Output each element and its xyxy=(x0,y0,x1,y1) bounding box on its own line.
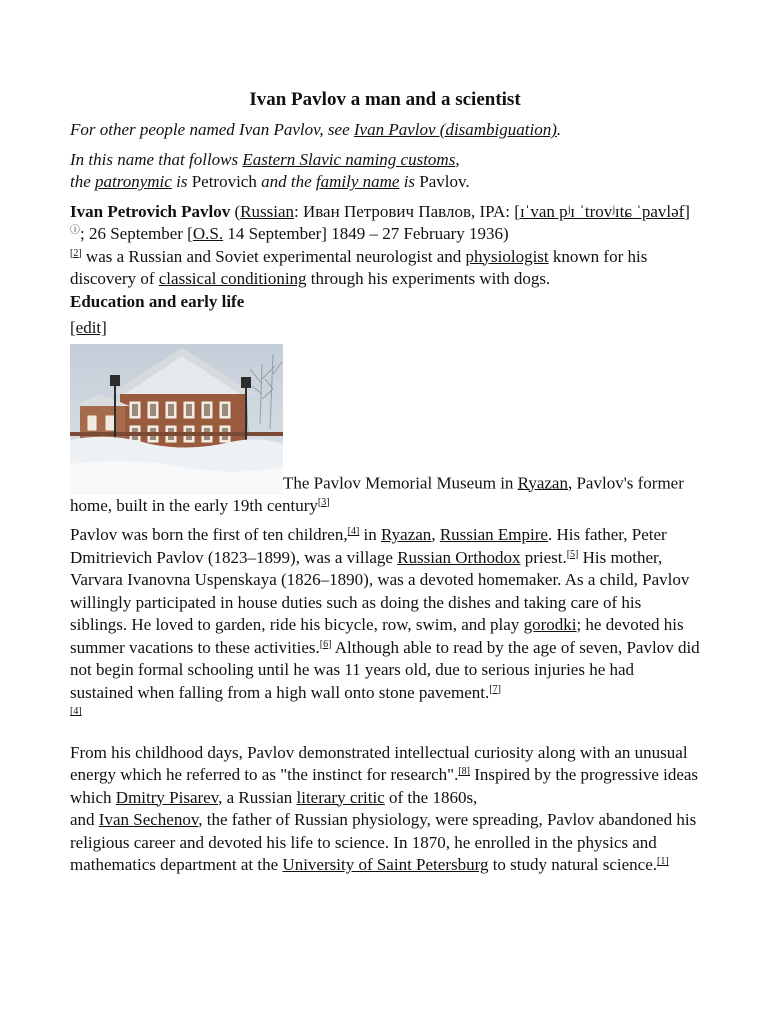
ref-6[interactable]: [6] xyxy=(319,638,332,650)
section-heading: Education and early life xyxy=(70,291,245,311)
link-classical-conditioning[interactable]: classical conditioning xyxy=(158,269,307,288)
ref-1[interactable]: [1] xyxy=(656,856,669,867)
hatnote-disambiguation: For other people named Ivan Pavlov, see Ivan Pavlov (disambiguation). xyxy=(70,120,562,139)
ref-7[interactable]: [7] xyxy=(489,683,501,695)
link-family-name[interactable]: family name xyxy=(315,172,400,191)
ref-3[interactable]: [3] xyxy=(317,496,330,508)
pavlov-museum-photo[interactable] xyxy=(70,344,283,495)
link-university-of-saint-petersburg[interactable]: University of Saint Petersburg xyxy=(282,855,489,874)
link-patronymic[interactable]: patronymic xyxy=(95,172,172,191)
image-with-caption: The Pavlov Memorial Museum in Ryazan, Pavlov's former home, built in the early 19th century[3] xyxy=(70,344,700,518)
link-russian-orthodox[interactable]: Russian Orthodox xyxy=(397,547,521,567)
link-dmitry-pisarev[interactable]: Dmitry Pisarev xyxy=(115,787,219,807)
edit-link-wrap xyxy=(70,317,700,340)
link-ivan-pavlov-disambiguation[interactable]: Ivan Pavlov (disambiguation) xyxy=(353,120,557,139)
hatnote-naming: In this name that follows Eastern Slavic naming customs, the patronymic is Petrovich and the family name is Pavlov. xyxy=(70,149,470,191)
fence xyxy=(70,432,283,436)
link-ryazan-caption[interactable]: Ryazan xyxy=(517,473,568,492)
ref-5[interactable]: [5] xyxy=(566,548,579,560)
link-physiologist[interactable]: physiologist xyxy=(465,246,549,266)
ref-4b[interactable]: [4] xyxy=(70,706,82,717)
page-title: Ivan Pavlov a man and a scientist xyxy=(249,89,521,110)
link-ivan-sechenov[interactable]: Ivan Sechenov xyxy=(98,810,199,829)
ref-2[interactable]: [2] xyxy=(70,247,82,259)
edit-link[interactable]: [edit] xyxy=(70,318,107,337)
subject-name: Ivan Petrovich Pavlov xyxy=(70,201,231,221)
ref-4[interactable]: [4] xyxy=(347,526,360,537)
paragraph-childhood: Pavlov was born the first of ten children,[4] in Ryazan, Russian Empire. His father, Peter Dmitrievich Pavlov (1823–1899), was a village Russian Orthodox priest.[5] His mother, Varvara Ivanovna Uspenskaya (1826–1890), was a devoted homemaker. As a child, Pavlov willingly participated in house duties such as doing the dishes and taking care of his siblings. He loved to garden, ride his bicycle, row, swim, and play gorodki; he devoted his summer vacations to these activities.[6] Although able to read by the age of seven, Pavlov did not begin formal schooling until he was 11 years old, due to serious injuries he had sustained when falling from a high wall onto stone pavement.[7] [4] xyxy=(70,525,700,717)
link-gorodki[interactable]: gorodki xyxy=(523,615,577,634)
paragraph-education: From his childhood days, Pavlov demonstrated intellectual curiosity along with an unusual energy which he referred to as "the instinct for research".[8] Inspired by the progressive ideas which Dmitry Pisarev, a Russian literary critic of the 1860s, and Ivan Sechenov, the father of Russian physiology, were spreading, Pavlov abandoned his religious career and devoted his life to science. In 1870, he enrolled in the physics and mathematics department at the University of Saint Petersburg to study natural science.[1] xyxy=(70,742,699,874)
link-ryazan[interactable]: Ryazan xyxy=(381,525,432,544)
link-eastern-slavic-naming-customs[interactable]: Eastern Slavic naming customs xyxy=(242,149,456,169)
article xyxy=(70,88,700,884)
speaker-icon[interactable]: ⓘ xyxy=(70,225,80,236)
ref-8[interactable]: [8] xyxy=(458,766,471,777)
link-ipa[interactable]: [ɪˈvan pʲɪ ˈtrovʲɪtɕ ˈpavləf] xyxy=(514,201,690,221)
link-literary-critic[interactable]: literary critic xyxy=(296,787,385,807)
link-russian[interactable]: Russian xyxy=(240,201,294,221)
museum-photo-svg xyxy=(70,344,283,495)
intro-paragraph: Ivan Petrovich Pavlov (Russian: Иван Петрович Павлов, IPA: [ɪˈvan pʲɪ ˈtrovʲɪtɕ ˈpavləf] ⓘ; 26 September [O.S. 14 September] 1849 – 27 February 1936) [2] was a Russian and Soviet experimental neurologist and physiologist known for his discovery of classical conditioning through his experiments with dogs. xyxy=(70,201,690,288)
link-russian-empire[interactable]: Russian Empire xyxy=(439,525,548,544)
link-old-style[interactable]: O.S. xyxy=(192,224,224,243)
